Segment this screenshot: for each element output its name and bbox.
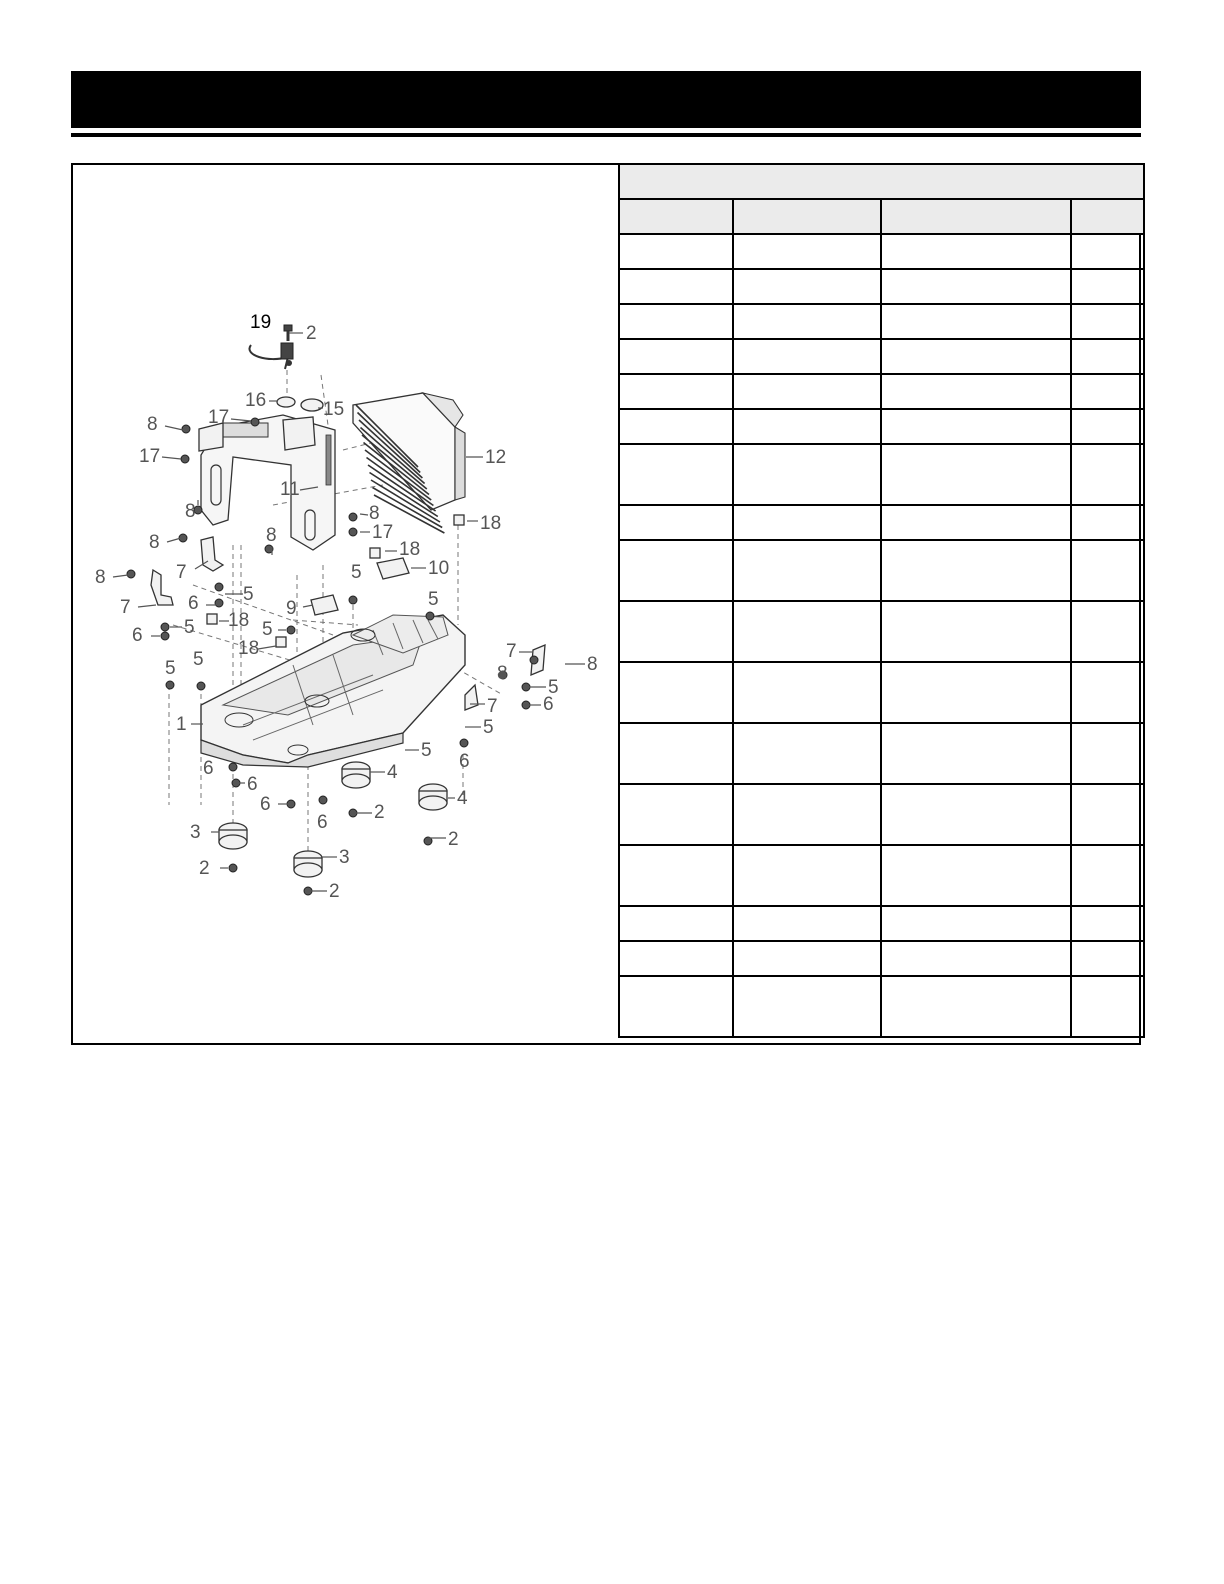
callout-7: 7 <box>487 696 498 717</box>
table-row <box>619 269 1144 304</box>
fastener <box>319 796 327 804</box>
leader-line <box>167 538 181 542</box>
parts-list-table <box>618 163 1145 1038</box>
cell-part-number <box>733 540 881 601</box>
nut-18a <box>454 515 464 525</box>
callout-9: 9 <box>286 598 297 619</box>
table-row <box>619 845 1144 906</box>
cell-part-number <box>733 784 881 845</box>
cell-description <box>881 304 1071 339</box>
small-bracket-right-lower <box>465 685 478 710</box>
table-row <box>619 304 1144 339</box>
callout-3: 3 <box>190 822 201 843</box>
cell-ref <box>619 269 733 304</box>
callout-17: 17 <box>372 522 394 543</box>
nut-18c <box>207 614 217 624</box>
cell-description <box>881 601 1071 662</box>
callout-5: 5 <box>421 740 432 761</box>
cell-description <box>881 444 1071 505</box>
cell-ref <box>619 845 733 906</box>
fastener <box>426 612 434 620</box>
callout-8: 8 <box>147 414 158 435</box>
callout-15: 15 <box>323 399 345 420</box>
cell-ref <box>619 601 733 662</box>
callout-19: 19 <box>250 312 272 333</box>
cell-ref <box>619 444 733 505</box>
cell-description <box>881 976 1071 1037</box>
callout-5: 5 <box>483 717 494 738</box>
fastener <box>215 599 223 607</box>
table-row <box>619 374 1144 409</box>
cell-description <box>881 269 1071 304</box>
column-header-part-number <box>733 199 881 234</box>
header-rule <box>71 133 1141 137</box>
callout-3: 3 <box>339 847 350 868</box>
callout-8: 8 <box>95 567 106 588</box>
cell-ref <box>619 409 733 444</box>
cell-qty <box>1071 234 1144 269</box>
cell-qty <box>1071 662 1144 723</box>
cell-description <box>881 906 1071 941</box>
cell-part-number <box>733 976 881 1037</box>
cell-description <box>881 662 1071 723</box>
grommet-15 <box>301 399 323 411</box>
cell-qty <box>1071 601 1144 662</box>
table-row <box>619 339 1144 374</box>
cell-qty <box>1071 784 1144 845</box>
cell-description <box>881 409 1071 444</box>
callout-leaders <box>113 333 585 891</box>
table-row <box>619 601 1144 662</box>
callout-4: 4 <box>387 762 398 783</box>
nut-18b <box>370 548 380 558</box>
table-row <box>619 409 1144 444</box>
callout-8: 8 <box>497 663 508 684</box>
fastener <box>161 632 169 640</box>
callout-2: 2 <box>199 858 210 879</box>
clip-10 <box>377 558 409 579</box>
callout-10: 10 <box>428 558 450 579</box>
cell-part-number <box>733 601 881 662</box>
leader-line <box>162 457 181 459</box>
cell-part-number <box>733 906 881 941</box>
small-bracket-left-upper <box>151 570 173 605</box>
cell-qty <box>1071 409 1144 444</box>
cell-part-number <box>733 304 881 339</box>
cell-qty <box>1071 269 1144 304</box>
callout-7: 7 <box>176 562 187 583</box>
leader-line <box>360 514 368 515</box>
callout-2: 2 <box>306 323 317 344</box>
cell-ref <box>619 662 733 723</box>
column-header-ref <box>619 199 733 234</box>
cell-qty <box>1071 976 1144 1037</box>
column-header-qty <box>1071 199 1144 234</box>
cell-qty <box>1071 540 1144 601</box>
exploded-parts-diagram <box>73 165 618 1043</box>
leader-line <box>165 426 183 430</box>
clip-9 <box>311 595 338 615</box>
cell-ref <box>619 784 733 845</box>
callout-6: 6 <box>188 593 199 614</box>
callout-18: 18 <box>399 539 421 560</box>
fastener <box>161 623 169 631</box>
callout-8: 8 <box>266 525 277 546</box>
callout-6: 6 <box>132 625 143 646</box>
callout-11: 11 <box>280 479 300 500</box>
cell-part-number <box>733 374 881 409</box>
cell-ref <box>619 906 733 941</box>
table-row <box>619 444 1144 505</box>
table-row <box>619 976 1144 1037</box>
table-row <box>619 505 1144 540</box>
callout-16: 16 <box>245 390 267 411</box>
cell-qty <box>1071 304 1144 339</box>
cell-ref <box>619 976 733 1037</box>
callout-18: 18 <box>480 513 502 534</box>
leader-line <box>138 605 156 607</box>
leader-line <box>303 605 313 607</box>
cell-description <box>881 941 1071 976</box>
callout-6: 6 <box>543 694 554 715</box>
cell-qty <box>1071 845 1144 906</box>
callout-8: 8 <box>369 503 380 524</box>
cell-qty <box>1071 906 1144 941</box>
cell-part-number <box>733 444 881 505</box>
leader-line <box>113 575 128 577</box>
callout-2: 2 <box>329 881 340 902</box>
grommet-16 <box>277 397 295 407</box>
fastener <box>530 656 538 664</box>
callout-6: 6 <box>203 758 214 779</box>
table-row <box>619 540 1144 601</box>
callout-18: 18 <box>238 638 260 659</box>
callout-5: 5 <box>193 649 204 670</box>
cell-ref <box>619 941 733 976</box>
callout-8: 8 <box>587 654 598 675</box>
callout-2: 2 <box>448 829 459 850</box>
section-header-bar <box>71 71 1141 128</box>
fastener <box>181 455 189 463</box>
cell-ref <box>619 234 733 269</box>
table-row <box>619 784 1144 845</box>
table-row <box>619 941 1144 976</box>
callout-5: 5 <box>351 562 362 583</box>
column-header-description <box>881 199 1071 234</box>
callout-6: 6 <box>260 794 271 815</box>
callout-1: 1 <box>176 714 187 735</box>
cell-part-number <box>733 339 881 374</box>
fastener <box>182 425 190 433</box>
fastener <box>349 528 357 536</box>
table-header-row <box>619 199 1144 234</box>
callout-5: 5 <box>165 658 176 679</box>
fastener <box>215 583 223 591</box>
callout-7: 7 <box>120 597 131 618</box>
cell-ref <box>619 505 733 540</box>
fastener <box>127 570 135 578</box>
cell-description <box>881 723 1071 784</box>
fastener <box>349 513 357 521</box>
cell-part-number <box>733 409 881 444</box>
cell-part-number <box>733 269 881 304</box>
callout-5: 5 <box>184 617 195 638</box>
table-row <box>619 662 1144 723</box>
cell-description <box>881 540 1071 601</box>
callout-8: 8 <box>149 532 160 553</box>
table-title <box>619 164 1144 199</box>
callout-5: 5 <box>428 589 439 610</box>
cell-qty <box>1071 505 1144 540</box>
fastener <box>197 682 205 690</box>
callout-4: 4 <box>457 788 468 809</box>
cell-ref <box>619 723 733 784</box>
callout-5: 5 <box>548 677 559 698</box>
callout-18: 18 <box>228 610 250 631</box>
fastener <box>287 800 295 808</box>
callout-12: 12 <box>485 447 507 468</box>
cell-part-number <box>733 234 881 269</box>
nut-18d <box>276 637 286 647</box>
small-bracket-left-mid <box>201 537 223 571</box>
callout-5: 5 <box>243 584 254 605</box>
cell-qty <box>1071 941 1144 976</box>
cell-qty <box>1071 723 1144 784</box>
fastener <box>229 864 237 872</box>
callout-8: 8 <box>185 501 196 522</box>
cell-description <box>881 505 1071 540</box>
cell-description <box>881 845 1071 906</box>
callout-labels <box>95 312 598 902</box>
wiring-harness <box>249 343 293 369</box>
cell-description <box>881 234 1071 269</box>
cell-qty <box>1071 374 1144 409</box>
cell-part-number <box>733 505 881 540</box>
cell-ref <box>619 339 733 374</box>
cell-part-number <box>733 662 881 723</box>
callout-6: 6 <box>247 774 258 795</box>
table-title-row <box>619 164 1144 199</box>
fastener <box>166 681 174 689</box>
diagram-drawing <box>73 165 618 1043</box>
table-row <box>619 234 1144 269</box>
callout-2: 2 <box>374 802 385 823</box>
cell-qty <box>1071 339 1144 374</box>
cell-ref <box>619 540 733 601</box>
callout-7: 7 <box>506 641 517 662</box>
leader-line <box>258 646 276 649</box>
table-row <box>619 723 1144 784</box>
fastener <box>349 596 357 604</box>
callout-6: 6 <box>459 751 470 772</box>
callout-5: 5 <box>262 619 273 640</box>
cell-description <box>881 784 1071 845</box>
cell-ref <box>619 304 733 339</box>
fastener <box>287 626 295 634</box>
cell-description <box>881 374 1071 409</box>
parts-panel <box>71 163 1141 1045</box>
table-row <box>619 906 1144 941</box>
callout-6: 6 <box>317 812 328 833</box>
cell-description <box>881 339 1071 374</box>
fastener <box>229 763 237 771</box>
callout-17: 17 <box>208 407 230 428</box>
fastener <box>251 418 259 426</box>
cell-ref <box>619 374 733 409</box>
cell-part-number <box>733 723 881 784</box>
fastener <box>460 739 468 747</box>
cell-part-number <box>733 845 881 906</box>
leader-line <box>231 419 251 421</box>
callout-17: 17 <box>139 446 161 467</box>
cell-qty <box>1071 444 1144 505</box>
cell-part-number <box>733 941 881 976</box>
